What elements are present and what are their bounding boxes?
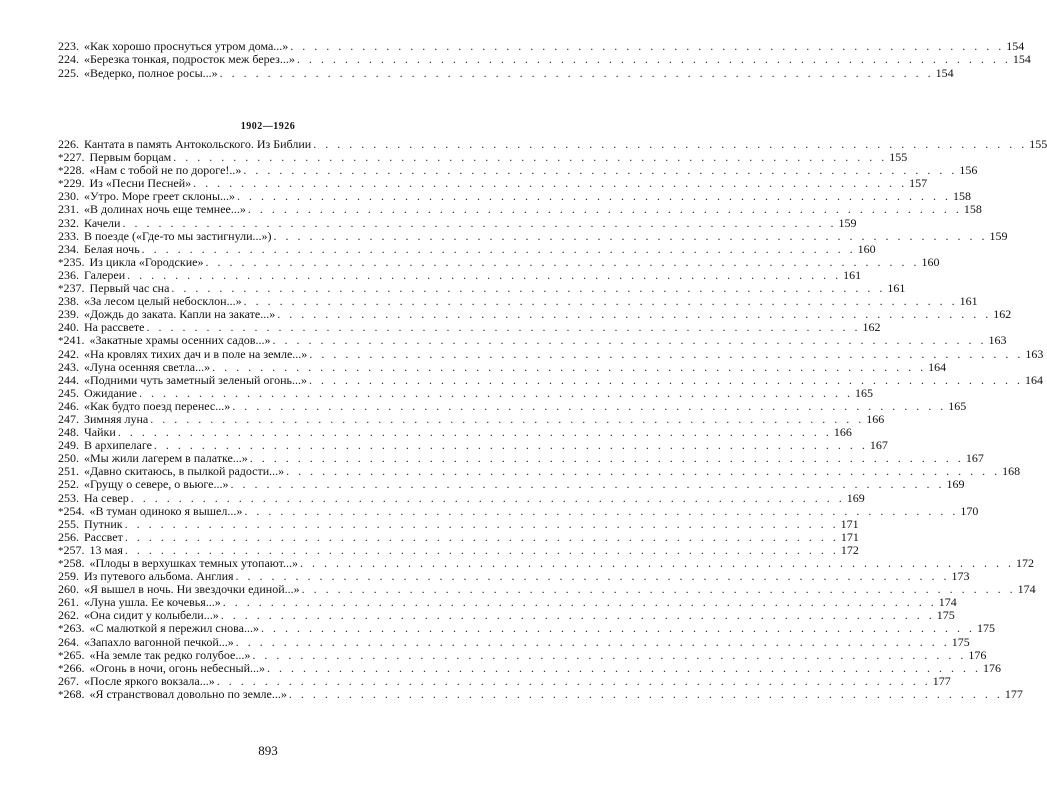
entry-title: Первым борцам — [89, 150, 172, 165]
entry-title: «Я странствовал довольно по земле...» — [89, 686, 287, 701]
toc-entry — [58, 39, 1025, 53]
leader-dots — [307, 348, 1025, 361]
leader-dots — [270, 334, 988, 347]
entry-number: 247. — [58, 411, 79, 426]
entry-number: 257. — [63, 542, 85, 557]
entry-marker: * — [58, 505, 64, 518]
entry-number: 250. — [58, 451, 79, 466]
entry-title: «Березка тонкая, подросток меж берез...» — [84, 52, 295, 67]
entry-number: 253. — [58, 490, 79, 505]
entry-number: 264. — [58, 634, 79, 649]
entry-marker: * — [58, 152, 64, 165]
entry-marker: * — [58, 544, 64, 557]
entry-page: 174 — [938, 595, 957, 610]
entry-number: 233. — [58, 228, 79, 243]
entry-marker: * — [58, 178, 64, 191]
entry-number: 267. — [58, 673, 79, 688]
entry-number: 249. — [58, 438, 79, 453]
entry-title: «Подними чуть заметный зеленый огонь...» — [84, 372, 307, 387]
entry-page: 160 — [857, 241, 876, 256]
entry-number: 231. — [58, 202, 79, 217]
leader-dots — [230, 400, 948, 413]
toc-entry — [58, 634, 970, 649]
entry-page: 163 — [1025, 346, 1044, 361]
toc-entry — [58, 490, 865, 505]
entry-page: 170 — [960, 503, 979, 518]
entry-number: 229. — [63, 176, 85, 191]
entry-number: 252. — [58, 477, 79, 492]
entry-page: 162 — [862, 320, 881, 335]
entry-page: 173 — [951, 569, 970, 584]
entry-page: 159 — [989, 228, 1008, 243]
entry-number: 226. — [58, 137, 79, 151]
entry-number: 242. — [58, 346, 79, 361]
toc-entry — [58, 660, 1001, 675]
entry-number: 243. — [58, 359, 79, 374]
entry-page: 174 — [1017, 582, 1036, 597]
leader-dots — [210, 361, 928, 374]
toc-entry — [58, 385, 873, 400]
entry-marker: * — [58, 283, 64, 296]
entry-page: 175 — [951, 634, 970, 649]
entry-page: 169 — [846, 490, 865, 505]
entry-number: 241. — [63, 333, 85, 348]
entry-title: «Закатные храмы осенних садов...» — [89, 333, 271, 348]
entry-number: 245. — [58, 385, 79, 400]
entry-page: 165 — [854, 385, 873, 400]
entry-title: «Запахло вагонной печкой...» — [84, 634, 234, 649]
leader-dots — [123, 518, 841, 531]
entry-title: «Я вышел в ночь. Ни звездочки единой...» — [84, 582, 300, 597]
entry-number: 255. — [58, 516, 79, 531]
entry-title: Из цикла «Городские» — [89, 254, 204, 269]
entry-number: 223. — [58, 39, 79, 53]
entry-page: 177 — [1004, 686, 1023, 701]
entry-title: «На земле так редко голубое...» — [89, 647, 251, 662]
leader-dots — [271, 230, 989, 243]
entry-page: 172 — [1015, 556, 1034, 570]
toc-entry — [58, 621, 996, 636]
entry-title: Качели — [84, 215, 121, 230]
entry-number: 237. — [63, 281, 85, 296]
entry-title: «Нам с тобой не по дороге!..» — [89, 163, 242, 178]
entry-number: 244. — [58, 372, 79, 387]
toc-group-top — [58, 39, 1031, 80]
entry-title: «После яркого вокзала...» — [84, 673, 215, 688]
entry-page: 165 — [948, 398, 967, 413]
entry-number: 254. — [63, 503, 85, 518]
entry-page: 171 — [840, 516, 859, 531]
toc-entry — [58, 359, 947, 374]
entry-marker: * — [58, 688, 64, 701]
leader-dots — [229, 478, 947, 491]
entry-number: 238. — [58, 294, 79, 309]
entry-number: 260. — [58, 582, 79, 597]
entry-title: «Плоды в верхушках темных утопают...» — [89, 556, 298, 570]
leader-dots — [120, 217, 838, 230]
leader-dots — [140, 243, 858, 256]
toc-entry — [58, 254, 940, 269]
entry-page: 171 — [840, 529, 859, 544]
entry-title: «Луна ушла. Ее кочевья...» — [84, 595, 221, 610]
entry-marker: * — [58, 165, 64, 178]
entry-title: «В туман одиноко я вышел...» — [89, 503, 243, 518]
entry-title: «За лесом целый небосклон...» — [84, 294, 242, 309]
toc-entry — [58, 686, 1023, 701]
leader-dots — [288, 40, 1006, 53]
entry-page: 163 — [988, 333, 1007, 348]
entry-page: 172 — [840, 542, 859, 557]
toc-entry — [58, 529, 859, 544]
leader-dots — [137, 387, 855, 400]
toc-entry — [58, 647, 987, 662]
entry-title: «Грущу о севере, о вьюге...» — [84, 477, 229, 492]
entry-number: 235. — [63, 254, 85, 269]
leader-dots — [215, 675, 933, 688]
toc-entry — [58, 241, 876, 256]
entry-page: 157 — [909, 176, 928, 191]
entry-number: 262. — [58, 608, 79, 623]
entry-title: «Ведерко, полное росы...» — [84, 65, 218, 80]
entry-marker: * — [58, 623, 64, 636]
leader-dots — [265, 662, 983, 675]
entry-number: 227. — [63, 150, 85, 165]
leader-dots — [203, 256, 921, 269]
leader-dots — [129, 492, 847, 505]
entry-number: 246. — [58, 398, 79, 413]
entry-title: В архипелаге — [84, 438, 152, 453]
entry-title: В поезде («Где-то мы застигнули...») — [84, 228, 272, 243]
toc-group-main — [58, 137, 1047, 701]
entry-page: 176 — [983, 660, 1001, 675]
page-number: 893 — [258, 743, 278, 758]
leader-dots — [123, 531, 841, 544]
entry-title: «Она сидит у колыбели...» — [84, 608, 219, 623]
entry-page: 158 — [963, 202, 982, 217]
entry-title: 13 мая — [89, 542, 123, 557]
entry-title: Чайки — [84, 425, 116, 440]
entry-page: 177 — [932, 673, 951, 688]
leader-dots — [259, 622, 977, 635]
toc-entry — [58, 673, 951, 688]
entry-page: 175 — [936, 608, 955, 623]
entry-page: 168 — [1002, 464, 1021, 479]
entry-title: Первый час сна — [89, 281, 170, 296]
entry-page: 161 — [887, 281, 906, 296]
entry-number: 225. — [58, 65, 79, 80]
entry-number: 263. — [63, 621, 85, 636]
entry-number: 268. — [63, 686, 85, 701]
toc-entry — [58, 65, 954, 80]
entry-title: Кантата в память Антокольского. Из Библии — [84, 137, 312, 151]
entry-page: 166 — [833, 425, 852, 440]
entry-page: 176 — [968, 647, 987, 662]
entry-page: 162 — [993, 307, 1012, 322]
entry-page: 161 — [843, 267, 862, 282]
toc-entry — [58, 52, 1031, 67]
entry-page: 154 — [1006, 39, 1025, 53]
entry-page: 158 — [953, 189, 972, 204]
toc-entry — [58, 503, 979, 518]
entry-title: «Давно скитаюсь, в пылкой радости...» — [84, 464, 285, 479]
entry-title: Белая ночь — [84, 241, 140, 256]
entry-number: 224. — [58, 52, 79, 67]
entry-number: 230. — [58, 189, 79, 204]
toc-entry — [58, 202, 982, 217]
entry-page: 154 — [1012, 52, 1031, 67]
entry-page: 175 — [977, 621, 996, 636]
entry-marker: * — [58, 649, 64, 662]
entry-page: 154 — [935, 65, 954, 80]
entry-number: 239. — [58, 307, 79, 322]
entry-number: 261. — [58, 595, 79, 610]
section-heading: 1902—1926 — [240, 121, 296, 132]
entry-title: Ожидание — [84, 385, 137, 400]
toc-entry — [58, 477, 965, 492]
entry-page: 164 — [1024, 372, 1043, 387]
toc-entry — [58, 228, 1008, 243]
leader-dots — [242, 505, 960, 518]
entry-title: «Луна осенняя светла...» — [84, 359, 211, 374]
entry-title: «На кровлях тихих дач и в поле на земле...» — [84, 346, 308, 361]
entry-number: 266. — [63, 660, 85, 675]
entry-page: 167 — [965, 451, 984, 466]
entry-number: 234. — [58, 241, 79, 256]
entry-title: «Утро. Море греет склоны...» — [84, 189, 236, 204]
toc-entry — [58, 346, 1044, 361]
entry-title: Из «Песни Песней» — [89, 176, 192, 191]
entry-number: 240. — [58, 320, 79, 335]
leader-dots — [234, 636, 952, 649]
entry-title: Рассвет — [84, 529, 123, 544]
toc-entry — [58, 398, 967, 413]
entry-title: На рассвете — [84, 320, 145, 335]
entry-title: «С малюткой я пережил снова...» — [89, 621, 260, 636]
entry-page: 164 — [928, 359, 947, 374]
entry-page: 155 — [889, 150, 908, 165]
entry-number: 232. — [58, 215, 79, 230]
entry-title: «В долинах ночь еще темнее...» — [84, 202, 246, 217]
entry-number: 265. — [63, 647, 85, 662]
entry-title: На север — [84, 490, 129, 505]
entry-title: «Как будто поезд перенес...» — [84, 398, 231, 413]
toc-entry — [58, 333, 1007, 348]
toc-entry — [58, 215, 857, 230]
entry-page: 166 — [866, 411, 885, 426]
entry-marker: * — [58, 662, 64, 675]
entry-page: 161 — [959, 294, 978, 309]
entry-page: 167 — [869, 438, 888, 453]
entry-page: 160 — [921, 254, 940, 269]
entry-number: 259. — [58, 569, 79, 584]
entry-page: 155 — [1029, 137, 1047, 151]
entry-title: «Дождь до заката. Капли на закате...» — [84, 307, 276, 322]
toc-entry — [58, 516, 859, 531]
leader-dots — [246, 203, 964, 216]
entry-number: 251. — [58, 464, 79, 479]
leader-dots — [250, 649, 968, 662]
entry-title: Зимняя луна — [84, 411, 149, 426]
entry-title: Путник — [84, 516, 123, 531]
leader-dots — [287, 688, 1005, 701]
entry-page: 156 — [959, 163, 978, 178]
entry-marker: * — [58, 558, 64, 570]
entry-number: 256. — [58, 529, 79, 544]
entry-marker: * — [58, 256, 64, 269]
entry-title: Галереи — [84, 267, 126, 282]
leader-dots — [218, 67, 936, 80]
entry-marker: * — [58, 335, 64, 348]
entry-number: 228. — [63, 163, 85, 178]
entry-number: 236. — [58, 267, 79, 282]
leader-dots — [307, 374, 1025, 387]
entry-title: «Как хорошо проснуться утром дома...» — [84, 39, 289, 53]
entry-number: 248. — [58, 425, 79, 440]
entry-title: Из путевого альбома. Англия — [84, 569, 234, 584]
entry-title: «Мы жили лагерем в палатке...» — [84, 451, 248, 466]
entry-number: 258. — [63, 556, 85, 570]
entry-title: «Огонь в ночи, огонь небесный...» — [89, 660, 265, 675]
leader-dots — [295, 53, 1013, 66]
entry-page: 159 — [838, 215, 857, 230]
toc-entry — [58, 372, 1043, 387]
entry-page: 169 — [946, 477, 965, 492]
